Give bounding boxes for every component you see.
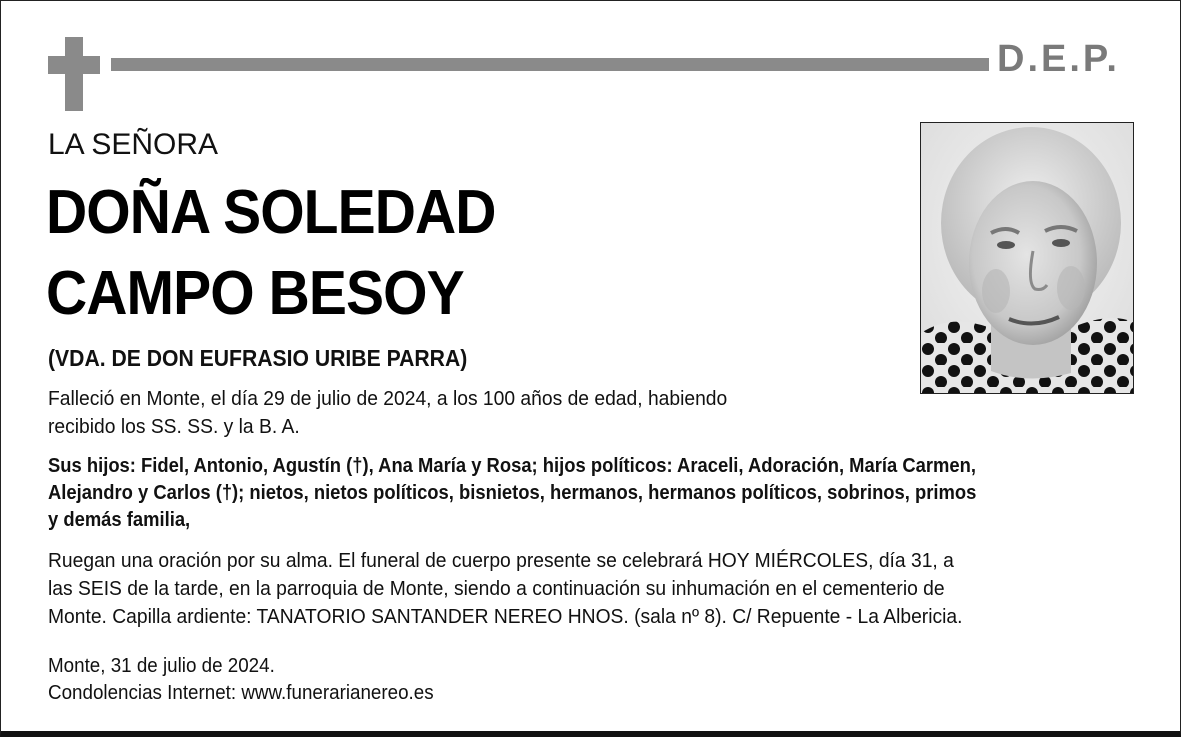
- portrait-photo-drawing: [921, 123, 1134, 394]
- deceased-name-line2: CAMPO BESOY: [46, 259, 464, 328]
- portrait-photo: [920, 122, 1134, 394]
- deceased-name-line1: DOÑA SOLEDAD: [46, 178, 496, 247]
- dep-label: D.E.P.: [997, 38, 1120, 80]
- family-paragraph: Sus hijos: Fidel, Antonio, Agustín (†), Ana María y Rosa; hijos políticos: Araceli, Adoración, María Carmen, Alejandro y Carlos (†); nietos, nietos políticos, bisnietos, hermanos, hermanos políticos, sobrinos, primos y demás familia,: [48, 455, 977, 531]
- latin-cross-icon: [48, 37, 100, 111]
- title-prefix: LA SEÑORA: [48, 128, 219, 161]
- header-rule: [111, 58, 989, 71]
- death-paragraph: Falleció en Monte, el día 29 de julio de 2024, a los 100 años de edad, habiendo recibido los SS. SS. y la B. A.: [48, 387, 728, 438]
- widow-of: (VDA. DE DON EUFRASIO URIBE PARRA): [48, 345, 468, 371]
- place-date: Monte, 31 de julio de 2024.: [48, 655, 275, 677]
- condolences-line: Condolencias Internet: www.funerarianereo.es: [48, 682, 434, 704]
- funeral-paragraph: Ruegan una oración por su alma. El funeral de cuerpo presente se celebrará HOY MIÉRCOLES, día 31, a las SEIS de la tarde, en la parroquia de Monte, siendo a continuación su inhumación en el cementerio de Monte. Capilla ardiente: TANATORIO SANTANDER NEREO HNOS. (sala nº 8). C/ Repuente - La Albericia.: [48, 549, 963, 628]
